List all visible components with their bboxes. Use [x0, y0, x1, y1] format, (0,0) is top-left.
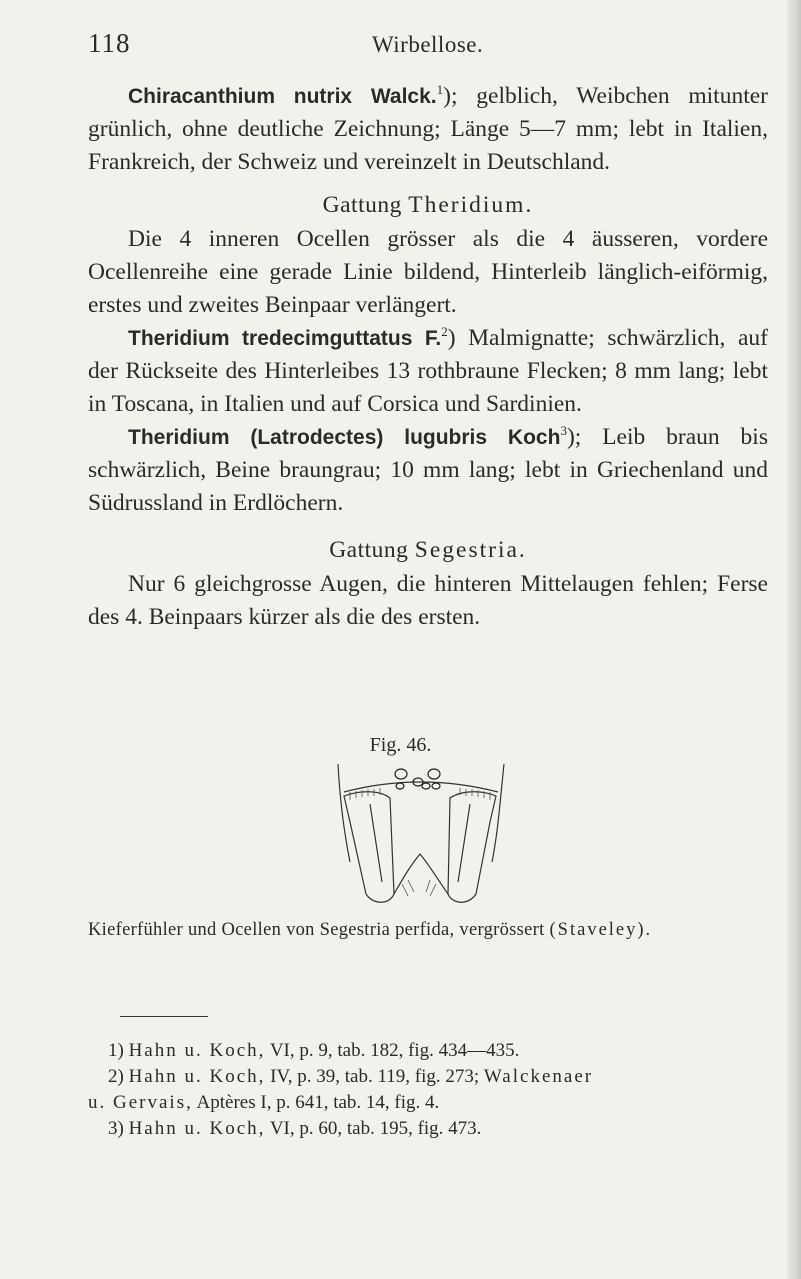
footnote-reference: VI, p. 9, tab. 182, fig. 434—435.	[269, 1040, 520, 1061]
page-header	[88, 28, 768, 58]
footnote-authors: u. Gervais,	[88, 1092, 193, 1113]
footnote-3	[88, 1116, 768, 1142]
footnote-authors: Hahn u. Koch,	[128, 1066, 266, 1087]
footnote-reference: Aptères I, p. 641, tab. 14, fig. 4.	[196, 1092, 440, 1113]
footnote-marker: 1	[436, 82, 444, 98]
footnote-authors: Walckenaer	[483, 1066, 594, 1087]
footnote-2-continued	[88, 1090, 768, 1116]
footnote-reference: VI, p. 60, tab. 195, fig. 473.	[269, 1118, 482, 1139]
footnote-number: 2)	[108, 1066, 124, 1087]
paragraph-text: ) Malmignatte; schwärzlich, auf der Rückseite des Hinterleibes 13 rothbraune Flecken; 8 mm lang; lebt in Toscana, in Italien und auf Corsica und Sardinien.	[88, 325, 768, 417]
genus-name: Segestria.	[414, 537, 527, 563]
paragraph-theridium-description	[88, 223, 768, 322]
main-text	[88, 80, 768, 634]
paragraph-text: ); Leib braun bis schwärzlich, Beine braungrau; 10 mm lang; lebt in Griechenland und Südrussland in Erdlöchern.	[88, 424, 768, 516]
species-name: Theridium tredecimguttatus F.	[128, 327, 442, 350]
paragraph-theridium-lugubris	[88, 421, 768, 520]
species-name: Chiracanthium nutrix Walck.	[128, 85, 437, 108]
footnote-1	[88, 1038, 768, 1064]
footnote-reference: IV, p. 39, tab. 119, fig. 273;	[270, 1066, 480, 1087]
heading-prefix: Gattung	[329, 537, 409, 563]
species-name: Theridium (Latrodectes) lugubris Koch	[128, 426, 561, 449]
footnote-marker: 2	[441, 324, 448, 340]
genus-heading-segestria	[88, 534, 768, 567]
genus-name: Theridium.	[408, 192, 534, 218]
caption-author: (Staveley).	[549, 920, 653, 940]
figure-label: Fig. 46.	[369, 734, 432, 756]
segestria-chelicerae-illustration	[330, 762, 510, 912]
footnote-authors: Hahn u. Koch,	[128, 1118, 266, 1139]
footnote-authors: Hahn u. Koch,	[128, 1040, 266, 1061]
caption-text: Kieferfühler und Ocellen von Segestria perfida, vergrössert	[88, 920, 545, 940]
footnotes	[88, 1038, 768, 1142]
footnote-divider	[120, 1016, 208, 1017]
paragraph-text: ); gelblich, Weibchen mitunter grünlich, ohne deutliche Zeichnung; Länge 5—7 mm; lebt in Italien, Frankreich, der Schweiz und vereinzelt in Deutschland.	[88, 83, 769, 175]
page-number: 118	[88, 28, 131, 58]
figure-caption	[88, 920, 768, 941]
paragraph-text: Die 4 inneren Ocellen grösser als die 4 äusseren, vordere Ocellenreihe eine gerade Linie bildend, Hinterleib länglich-eiförmig, erstes und zweites Beinpaar verlängert.	[88, 226, 768, 318]
page-edge-shadow	[787, 0, 801, 1279]
paragraph-chiracanthium	[88, 80, 768, 179]
footnote-marker: 3	[560, 423, 567, 439]
footnote-number: 3)	[108, 1118, 124, 1139]
paragraph-text: Nur 6 gleichgrosse Augen, die hinteren Mittelaugen fehlen; Ferse des 4. Beinpaars kürzer als die des ersten.	[88, 571, 768, 630]
running-title: Wirbellose.	[372, 32, 484, 57]
footnote-number: 1)	[108, 1040, 124, 1061]
footnote-2	[88, 1064, 768, 1090]
paragraph-segestria-description	[88, 568, 768, 634]
genus-heading-theridium	[88, 189, 768, 222]
heading-prefix: Gattung	[322, 192, 402, 218]
paragraph-theridium-tredecimguttatus	[88, 322, 768, 421]
